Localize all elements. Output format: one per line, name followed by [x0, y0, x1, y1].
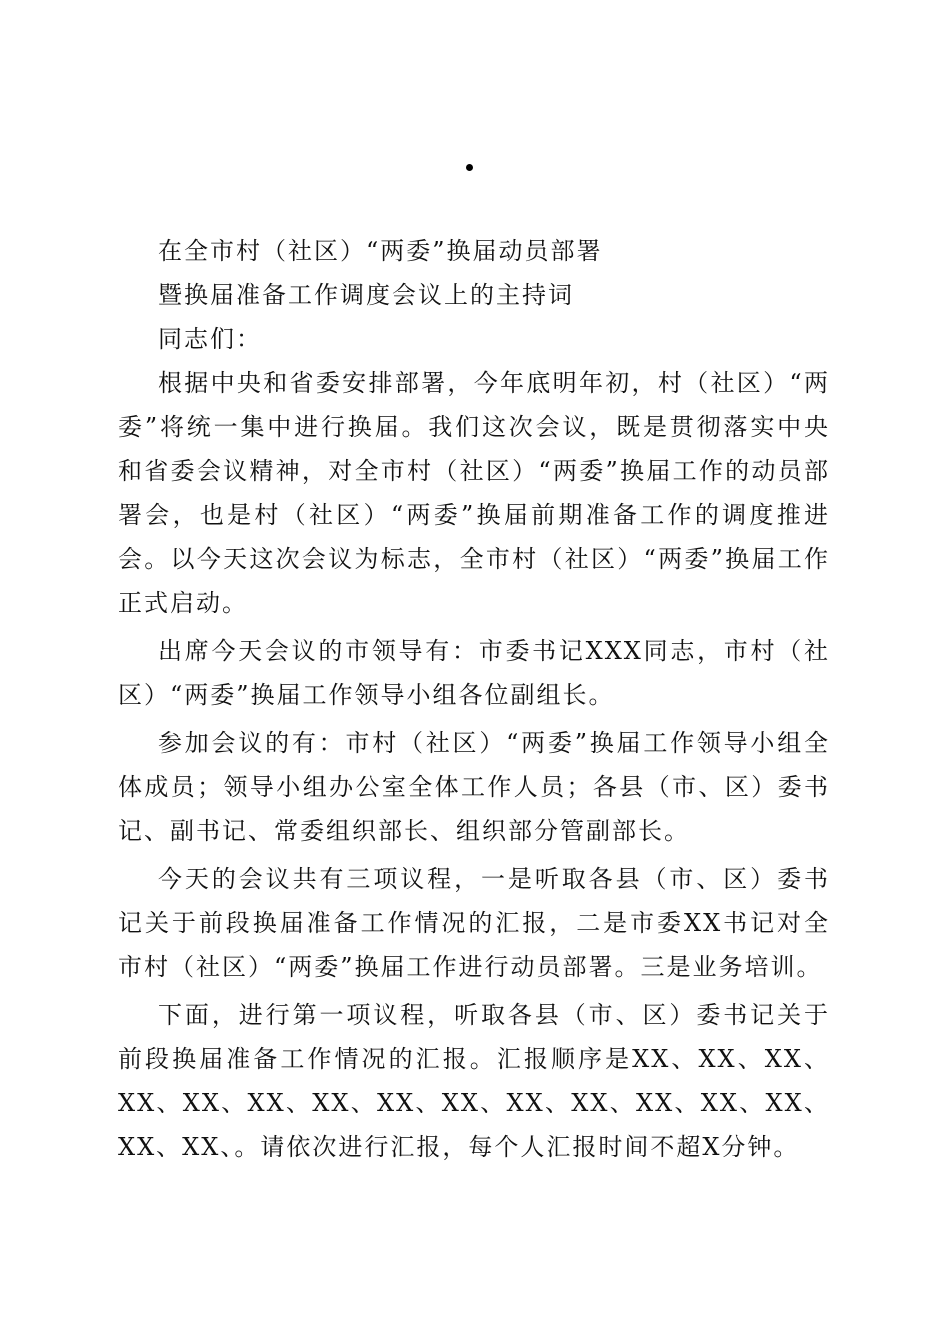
paragraph-4: 今天的会议共有三项议程，一是听取各县（市、区）委书记关于前段换届准备工作情况的汇报，二是市委XX书记对全市村（社区）“两委”换届工作进行动员部署。三是业务培训。	[118, 865, 830, 981]
greeting: 同志们：	[158, 325, 262, 353]
paragraph-5: 下面，进行第一项议程，听取各县（市、区）委书记关于前段换届准备工作情况的汇报。汇报顺序是XX、XX、XX、XX、XX、XX、XX、XX、XX、XX、XX、XX、XX、XX、XX、XX、。请依次进行汇报，每个人汇报时间不超X分钟。	[118, 1001, 830, 1161]
title-line-1: 在全市村（社区）“两委”换届动员部署	[158, 237, 603, 265]
title-line-2: 暨换届准备工作调度会议上的主持词	[158, 281, 574, 309]
header-dot	[466, 164, 473, 171]
document-body	[118, 229, 830, 1169]
paragraph-1: 根据中央和省委安排部署，今年底明年初，村（社区）“两委”将统一集中进行换届。我们这次会议，既是贯彻落实中央和省委会议精神，对全市村（社区）“两委”换届工作的动员部署会，也是村（社区）“两委”换届前期准备工作的调度推进会。以今天这次会议为标志，全市村（社区）“两委”换届工作正式启动。	[118, 369, 830, 617]
paragraph-3: 参加会议的有：市村（社区）“两委”换届工作领导小组全体成员；领导小组办公室全体工作人员；各县（市、区）委书记、副书记、常委组织部长、组织部分管副部长。	[118, 729, 830, 845]
paragraph-2: 出席今天会议的市领导有：市委书记XXX同志，市村（社区）“两委”换届工作领导小组各位副组长。	[118, 637, 830, 709]
